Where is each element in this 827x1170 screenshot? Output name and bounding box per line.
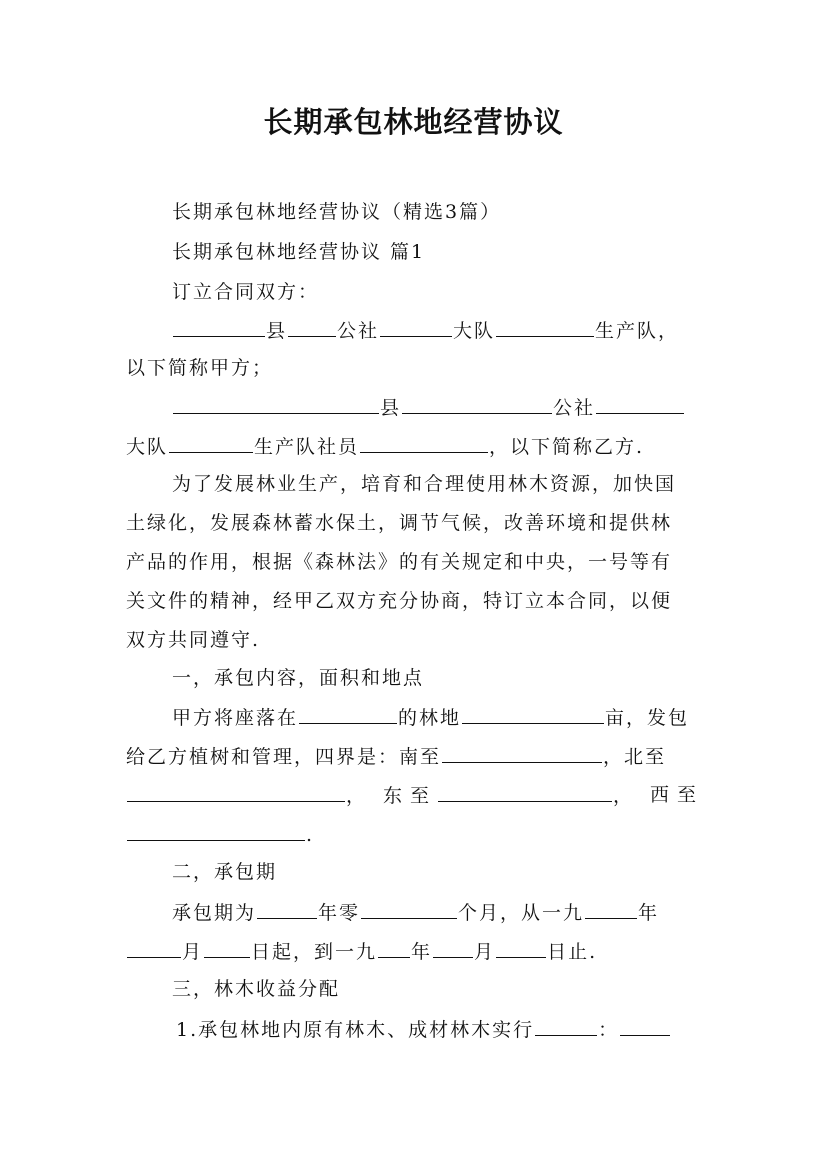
paragraph-line: 关文件的精神，经甲乙双方充分协商，特订立本合同，以便 [126, 590, 673, 612]
text: 亩，发包 [605, 707, 690, 729]
blank-field [127, 939, 181, 958]
blank-field [402, 395, 552, 414]
blank-field [380, 318, 452, 337]
text-brigade: 大队 [453, 320, 496, 342]
text-county: 县 [266, 320, 288, 342]
text: 年 [411, 941, 433, 963]
section-heading-1: 一，承包内容，面积和地点 [172, 667, 425, 689]
blank-field [496, 318, 594, 337]
blank-field [620, 1017, 670, 1036]
paragraph-line: 为了发展林业生产，培育和合理使用林木资源，加快国 [172, 473, 677, 495]
text: 年零 [318, 902, 361, 924]
content-line-1 [172, 705, 689, 730]
parties-heading: 订立合同双方： [172, 281, 320, 303]
blank-field [361, 900, 457, 919]
text: 日止. [547, 941, 598, 963]
text: ， [613, 785, 633, 807]
text-commune: 公社 [553, 397, 596, 419]
blank-field [204, 939, 250, 958]
party-a-line [172, 318, 679, 343]
blank-field [288, 318, 336, 337]
text-team-member: 生产队社员 [254, 436, 360, 458]
text: ，北至 [603, 746, 667, 768]
paragraph-line: 产品的作用，根据《森林法》的有关规定和中央，一号等有 [126, 551, 673, 573]
blank-field [438, 783, 612, 802]
party-b-line [172, 395, 685, 420]
blank-field [378, 939, 410, 958]
blank-field [442, 744, 602, 763]
blank-field [433, 939, 473, 958]
blank-field [257, 900, 317, 919]
blank-field [127, 822, 305, 841]
text: 的林地 [398, 707, 462, 729]
section-heading-part1: 长期承包林地经营协议 篇1 [172, 241, 426, 263]
text: ： [598, 1019, 620, 1041]
term-line-1 [172, 900, 659, 925]
text-brigade: 大队 [126, 436, 169, 458]
text: 西至 [649, 784, 704, 806]
text: 月 [182, 941, 204, 963]
blank-field [360, 434, 488, 453]
revenue-line-1 [176, 1017, 671, 1042]
blank-field [299, 705, 397, 724]
text: 承包期为 [172, 902, 257, 924]
blank-field [596, 395, 684, 414]
content-line-4 [126, 822, 314, 847]
text-commune: 公社 [337, 320, 380, 342]
text: 年 [638, 902, 660, 924]
blank-field [585, 900, 637, 919]
term-line-2 [126, 939, 597, 964]
text: 东至 [382, 785, 437, 807]
text: ， [346, 785, 366, 807]
party-a-continued: 以下简称甲方； [126, 357, 274, 379]
text: . [306, 824, 315, 846]
text: 月 [474, 941, 496, 963]
text: 甲方将座落在 [172, 707, 299, 729]
document-title: 长期承包林地经营协议 [263, 105, 564, 139]
blank-field [173, 318, 265, 337]
blank-field [173, 395, 379, 414]
text: 1.承包林地内原有林木、成材林木实行 [176, 1019, 535, 1041]
text: 个月，从一九 [458, 902, 585, 924]
paragraph-line: 土绿化，发展森林蓄水保土，调节气候，改善环境和提供林 [126, 512, 673, 534]
text: 日起，到一九 [251, 941, 378, 963]
section-heading-2: 二，承包期 [172, 861, 278, 883]
content-line-2 [126, 744, 666, 769]
text-county: 县 [380, 397, 402, 419]
subtitle-selected: 长期承包林地经营协议（精选3篇） [172, 201, 502, 223]
section-heading-3: 三，林木收益分配 [172, 978, 341, 1000]
blank-field [496, 939, 546, 958]
blank-field [169, 434, 253, 453]
content-line-3 [126, 783, 704, 808]
party-b-continued [126, 434, 644, 459]
paragraph-line: 双方共同遵守. [126, 629, 261, 651]
blank-field [127, 783, 345, 802]
blank-field [535, 1017, 597, 1036]
text-team: 生产队， [595, 320, 680, 342]
text: 给乙方植树和管理，四界是：南至 [126, 746, 442, 768]
blank-field [462, 705, 604, 724]
text-party-b-tail: ，以下简称乙方. [489, 436, 645, 458]
